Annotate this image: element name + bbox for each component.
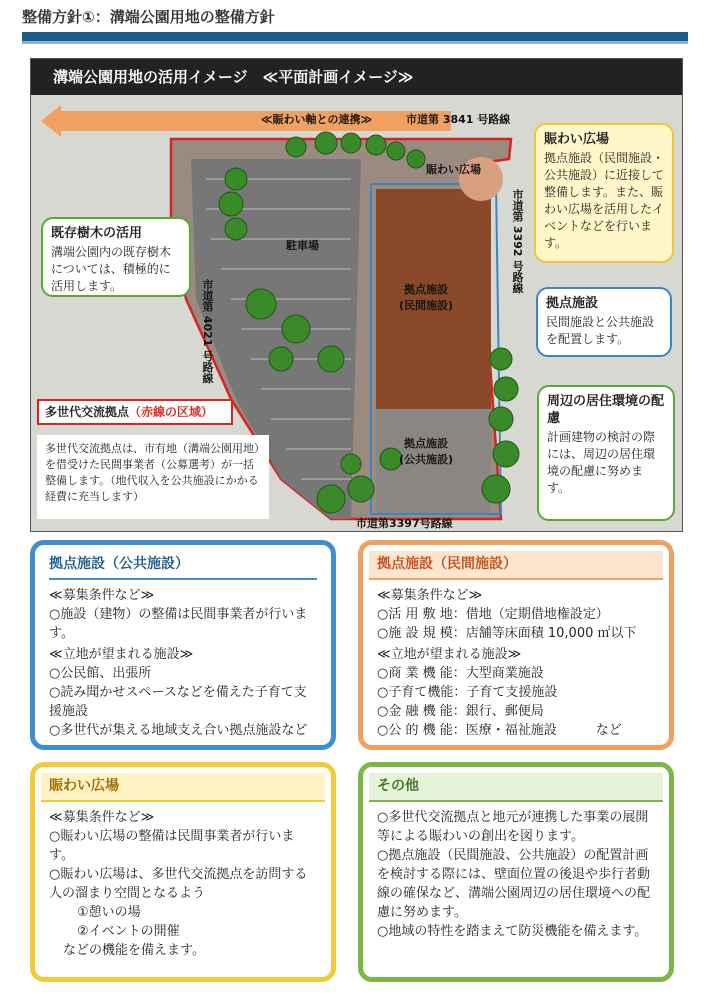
road-right-name: 市道第 3392 号路線 bbox=[511, 189, 524, 294]
panel-plaza-l2: ○賑わい広場は、多世代交流拠点を訪問する人の溜まり空間となるよう bbox=[49, 867, 308, 901]
panel-private-l5: ○金 融 機 能：銀行、郵便局 bbox=[377, 704, 544, 719]
red-label-main: 多世代交流拠点 bbox=[45, 405, 130, 419]
plaza-small-label: 賑わい広場 bbox=[426, 163, 481, 176]
panel-other-title: その他 bbox=[369, 773, 663, 802]
site-plan-image bbox=[30, 58, 683, 532]
panel-plaza-title: 賑わい広場 bbox=[41, 773, 325, 802]
panel-private-h1: ≪募集条件など≫ bbox=[377, 588, 483, 603]
road-left-name: 市道第 4021 号路線 bbox=[201, 279, 214, 384]
callout-trees bbox=[41, 217, 191, 297]
callout-plaza bbox=[534, 123, 674, 263]
callout-trees-title: 既存樹木の活用 bbox=[51, 226, 143, 241]
panel-public-l4: ○多世代が集える地域支え合い拠点施設など bbox=[49, 723, 308, 738]
panel-public-l1: ○施設（建物）の整備は民間事業者が行います。 bbox=[49, 607, 308, 641]
callout-environment bbox=[537, 385, 675, 521]
callout-plaza-body: 拠点施設（民間施設・公共施設）に近接して整備します。また、賑わい広場を活用したイベントなどを行います。 bbox=[544, 151, 665, 250]
panel-other-l3: ○地域の特性を踏まえて防災機能を備えます。 bbox=[377, 924, 648, 939]
multi-generation-note: 多世代交流拠点は、市有地（溝端公園用地）を借受けた民間事業者（公募選考）が一括整備します。（地代収入を公共施設にかかる経費に充当します） bbox=[37, 435, 269, 519]
panel-public-facility bbox=[30, 540, 336, 750]
callout-facility-body: 民間施設と公共施設を配置します。 bbox=[546, 315, 655, 346]
panel-private-facility bbox=[358, 540, 674, 750]
panel-other-l2: ○拠点施設（民間施設、公共施設）の配置計画を検討する際には、壁面位置の後退や歩行者動線の確保など、溝端公園周辺の居住環境への配慮に努めます。 bbox=[377, 848, 651, 920]
map-header: 溝端公園用地の活用イメージ ≪平面計画イメージ≫ bbox=[31, 59, 682, 95]
panel-public-h1: ≪募集条件など≫ bbox=[49, 588, 155, 603]
callout-facility bbox=[536, 287, 672, 357]
callout-plaza-title: 賑わい広場 bbox=[544, 132, 610, 147]
panel-plaza-l5: などの機能を備えます。 bbox=[63, 943, 205, 958]
red-label-note: （赤線の区域） bbox=[129, 405, 214, 419]
multi-generation-label bbox=[37, 399, 233, 425]
page-title: 整備方針①：溝端公園用地の整備方針 bbox=[22, 8, 275, 26]
title-rule-light bbox=[22, 41, 688, 44]
panel-plaza bbox=[30, 762, 336, 982]
panel-private-l3: ○商 業 機 能：大型商業施設 bbox=[377, 666, 544, 681]
panel-plaza-h1: ≪募集条件など≫ bbox=[49, 810, 155, 825]
callout-env-body: 計画建物の検討の際には、周辺の居住環境の配慮に努めます。 bbox=[547, 430, 656, 495]
panel-public-h2: ≪立地が望まれる施設≫ bbox=[49, 647, 194, 662]
panel-public-l2: ○公民館、出張所 bbox=[49, 666, 152, 681]
road-top-label: ≪賑わい軸との連携≫ bbox=[261, 113, 373, 126]
panel-private-l1: ○活 用 敷 地：借地（定期借地権設定） bbox=[377, 607, 609, 622]
panel-other bbox=[358, 762, 674, 982]
panel-public-title: 拠点施設（公共施設） bbox=[49, 555, 317, 580]
panel-private-l6: ○公 的 機 能：医療・福祉施設 など bbox=[377, 723, 622, 738]
panel-private-l4: ○子育て機能：子育て支援施設 bbox=[377, 685, 558, 700]
panel-private-h2: ≪立地が望まれる施設≫ bbox=[377, 647, 522, 662]
panel-plaza-l1: ○賑わい広場の整備は民間事業者が行います。 bbox=[49, 829, 295, 863]
road-top-name: 市道第 3841 号路線 bbox=[406, 113, 511, 126]
callout-env-title: 周辺の居住環境の配慮 bbox=[547, 394, 665, 426]
panel-plaza-l4: ②イベントの開催 bbox=[77, 924, 180, 939]
title-rule bbox=[22, 32, 688, 41]
parking-label: 駐車場 bbox=[286, 239, 319, 252]
panel-private-l2: ○施 設 規 模：店舗等床面積 10,000 ㎡以下 bbox=[377, 626, 637, 641]
callout-trees-body: 溝端公園内の既存樹木については、積極的に活用します。 bbox=[51, 245, 172, 293]
panel-private-title: 拠点施設（民間施設） bbox=[369, 551, 663, 580]
callout-facility-title: 拠点施設 bbox=[546, 296, 599, 311]
road-bottom-name: 市道第3397号路線 bbox=[356, 517, 453, 530]
public-facility-label: 拠点施設 (公共施設) bbox=[399, 437, 454, 466]
panel-other-l1: ○多世代交流拠点と地元が連携した事業の展開等による賑わいの創出を図ります。 bbox=[377, 810, 649, 844]
panel-plaza-l3: ①憩いの場 bbox=[77, 905, 141, 920]
panel-public-l3: ○読み聞かせスペースなどを備えた子育て支援施設 bbox=[49, 685, 307, 719]
private-facility-label: 拠点施設 (民間施設) bbox=[399, 283, 454, 312]
